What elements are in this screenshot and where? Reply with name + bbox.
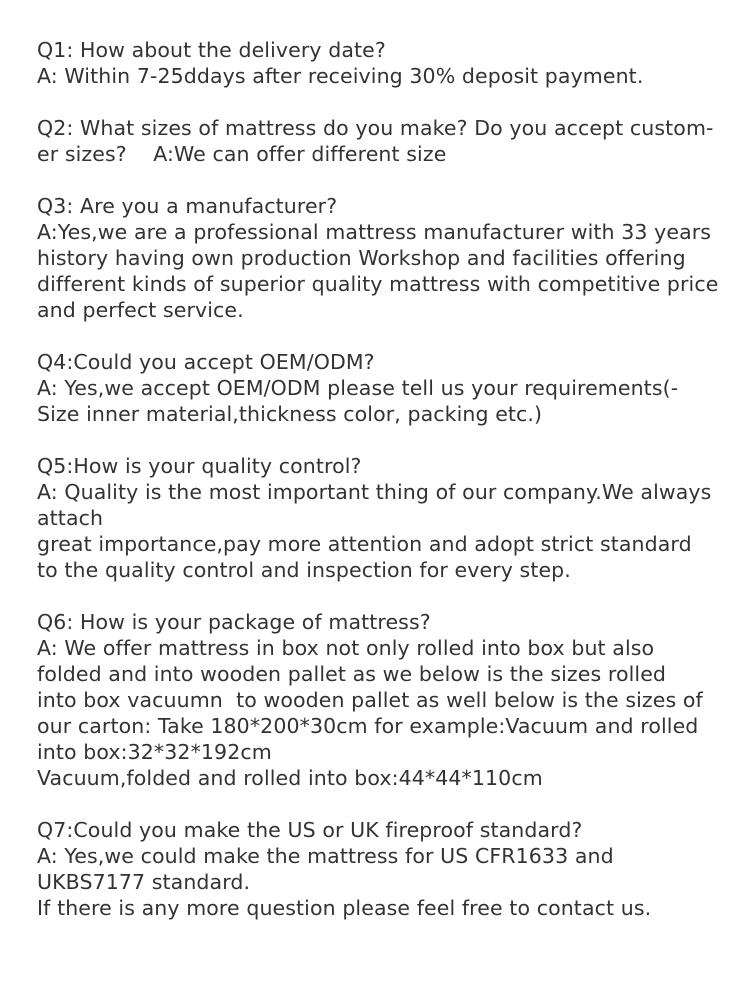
faq-q2-line: er sizes? A:We can offer different size: [37, 142, 447, 166]
faq-q4-answer-line: A: Yes,we accept OEM/ODM please tell us your requirements(-: [37, 376, 679, 400]
faq-q2-block: [37, 115, 737, 167]
faq-q1-block: [37, 37, 737, 89]
paragraph-spacer: [37, 583, 737, 609]
paragraph-spacer: [37, 89, 737, 115]
paragraph-spacer: [37, 167, 737, 193]
faq-q6-answer-line: into box:32*32*192cm: [37, 740, 272, 764]
faq-q5-block: [37, 453, 737, 583]
faq-q5-answer-line: great importance,pay more attention and adopt strict standard: [37, 532, 692, 556]
faq-q5-answer-line: attach: [37, 506, 104, 530]
faq-q3-answer-line: and perfect service.: [37, 298, 244, 322]
faq-q6-answer-line: Vacuum,folded and rolled into box:44*44*110cm: [37, 766, 543, 790]
faq-document: [37, 37, 737, 921]
faq-closing-line: If there is any more question please feel free to contact us.: [37, 896, 652, 920]
faq-q3-answer-line: history having own production Workshop and facilities offering: [37, 246, 686, 270]
faq-q3-answer-line: different kinds of superior quality mattress with competitive price: [37, 272, 719, 296]
faq-q1-question: Q1: How about the delivery date?: [37, 38, 386, 62]
paragraph-spacer: [37, 427, 737, 453]
faq-q3-question: Q3: Are you a manufacturer?: [37, 194, 338, 218]
faq-q7-question: Q7:Could you make the US or UK fireproof standard?: [37, 818, 583, 842]
faq-q2-line: Q2: What sizes of mattress do you make? Do you accept custom-: [37, 116, 714, 140]
faq-q6-question: Q6: How is your package of mattress?: [37, 610, 431, 634]
paragraph-spacer: [37, 323, 737, 349]
faq-q1-answer: A: Within 7-25ddays after receiving 30% deposit payment.: [37, 64, 644, 88]
faq-q6-answer-line: folded and into wooden pallet as we below is the sizes rolled: [37, 662, 667, 686]
faq-q7-answer-line: UKBS7177 standard.: [37, 870, 251, 894]
faq-q4-block: [37, 349, 737, 427]
faq-q5-answer-line: to the quality control and inspection for every step.: [37, 558, 571, 582]
faq-q6-answer-line: our carton: Take 180*200*30cm for example:Vacuum and rolled: [37, 714, 699, 738]
faq-q6-answer-line: A: We offer mattress in box not only rolled into box but also: [37, 636, 655, 660]
faq-q7-answer-line: A: Yes,we could make the mattress for US CFR1633 and: [37, 844, 614, 868]
faq-q6-block: [37, 609, 737, 791]
faq-q4-answer-line: Size inner material,thickness color, packing etc.): [37, 402, 543, 426]
faq-q7-block: [37, 817, 737, 921]
faq-q6-answer-line: into box vacuumn to wooden pallet as well below is the sizes of: [37, 688, 703, 712]
faq-q3-block: [37, 193, 737, 323]
faq-q5-question: Q5:How is your quality control?: [37, 454, 362, 478]
paragraph-spacer: [37, 791, 737, 817]
faq-q3-answer-line: A:Yes,we are a professional mattress manufacturer with 33 years: [37, 220, 712, 244]
faq-q5-answer-line: A: Quality is the most important thing of our company.We always: [37, 480, 712, 504]
faq-q4-question: Q4:Could you accept OEM/ODM?: [37, 350, 375, 374]
